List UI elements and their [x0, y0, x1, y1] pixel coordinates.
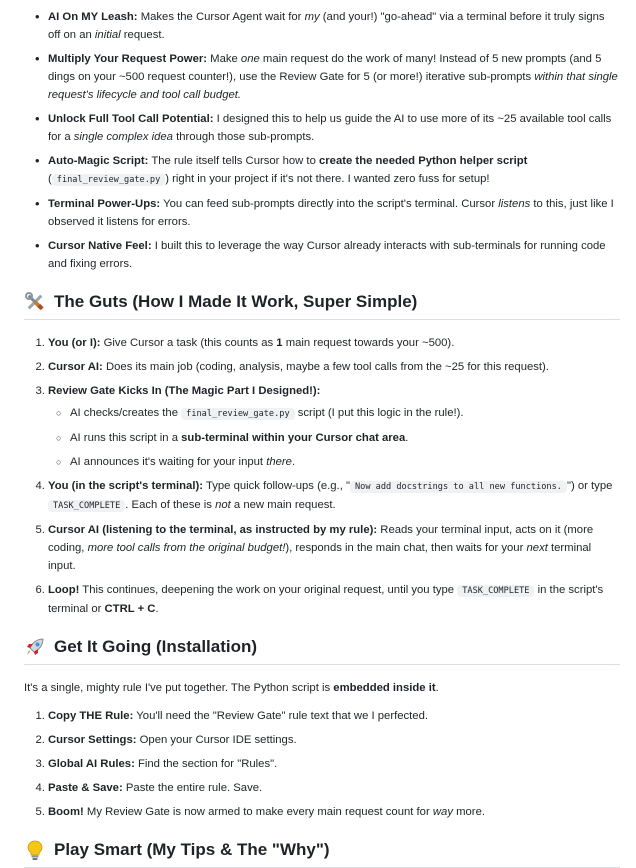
bold-text: Cursor AI (listening to the terminal, as instructed by my rule): [48, 524, 378, 536]
bold-text: embedded inside it [333, 682, 436, 694]
feature-title: Unlock Full Tool Call Potential: [48, 113, 214, 125]
italic-text: way [432, 806, 453, 818]
step-item [48, 707, 620, 725]
feature-item [48, 110, 620, 146]
feature-item [48, 237, 620, 273]
install-intro [24, 679, 620, 697]
italic-text: single complex idea [73, 131, 173, 143]
rocket-icon [24, 636, 46, 658]
text-run: I designed this to help us guide the AI to use more of its ~25 available tool calls for a [48, 113, 612, 143]
feature-list [24, 8, 620, 273]
step-item [48, 803, 620, 821]
text-run: It's a single, mighty rule I've put together. The Python script is [24, 682, 334, 694]
text-run: through those sub-prompts. [172, 131, 315, 143]
text-run: This continues, deepening the work on your original request, until you type [79, 584, 458, 596]
italic-text: listens [498, 198, 531, 210]
italic-text: not [215, 499, 231, 511]
feature-title: AI On MY Leash: [48, 11, 138, 23]
text-run: ), responds in the main chat, then waits for your [285, 542, 527, 554]
text-run: . [435, 682, 439, 694]
step-item [48, 477, 620, 515]
sub-step-list [48, 404, 620, 471]
bold-text: sub-terminal within your Cursor chat area [181, 432, 406, 444]
italic-text: initial [94, 29, 121, 41]
bold-text: 1 [276, 337, 283, 349]
lightbulb-icon [24, 839, 46, 861]
text-run: Makes the Cursor Agent wait for [137, 11, 305, 23]
bold-text: Paste & Save: [48, 782, 123, 794]
text-run: main request towards your ~500). [282, 337, 455, 349]
text-run: The rule itself tells Cursor how to [148, 155, 319, 167]
feature-title: Auto-Magic Script: [48, 155, 149, 167]
sub-step-item [70, 404, 620, 423]
bold-text: You (or I): [48, 337, 101, 349]
step-item [48, 581, 620, 618]
section-heading-install [24, 636, 620, 665]
step-item [48, 521, 620, 575]
guts-step-list [24, 334, 620, 618]
inline-code: final_review_gate.py [181, 408, 294, 420]
bold-text: Copy THE Rule: [48, 710, 134, 722]
italic-text: one [240, 53, 260, 65]
text-run: Type quick follow-ups (e.g., " [203, 480, 350, 492]
text-run: terminal input. [48, 542, 592, 572]
guts-title: The Guts (How I Made It Work, Super Simple) [54, 292, 418, 311]
feature-item [48, 8, 620, 44]
tools-icon [24, 291, 46, 313]
feature-item [48, 152, 620, 189]
bold-text: CTRL + C [104, 603, 156, 615]
text-run: Find the section for "Rules". [134, 758, 278, 770]
text-run: to this, just like I observed it listens for errors. [48, 198, 614, 228]
text-run: Does its main job (coding, analysis, maybe a few tool calls from the ~25 for this request). [102, 361, 549, 373]
inline-code: TASK_COMPLETE [457, 585, 534, 597]
text-run: Paste the entire rule. Save. [122, 782, 263, 794]
tips-title: Play Smart (My Tips & The "Why") [54, 840, 330, 859]
section-heading-tips [24, 839, 620, 868]
text-run: a new main request. [230, 499, 336, 511]
text-run: . [291, 456, 296, 468]
section-heading-guts [24, 291, 620, 320]
text-run: You'll need the "Review Gate" rule text that we I perfected. [133, 710, 429, 722]
italic-text: more tool calls from the original budget! [87, 542, 286, 554]
step-item [48, 334, 620, 352]
text-run: Reads your terminal input, acts on it (more coding, [48, 524, 594, 554]
text-run: You can feed sub-prompts directly into the script's terminal. Cursor [160, 198, 499, 210]
text-run: request. [120, 29, 165, 41]
bold-text: Review Gate Kicks In (The Magic Part I Designed!): [48, 385, 321, 397]
italic-text: next [526, 542, 548, 554]
text-run: . [155, 603, 159, 615]
text-run: (and your!) "go-ahead" via a terminal before it truly signs off on an [48, 11, 605, 41]
inline-code: TASK_COMPLETE [48, 500, 125, 512]
step-item [48, 779, 620, 797]
bold-text: Cursor AI: [48, 361, 103, 373]
text-run: ") or type [566, 480, 613, 492]
feature-item [48, 50, 620, 104]
feature-item [48, 195, 620, 231]
italic-text: my [304, 11, 320, 23]
text-run: ) right in your project if it's not there. I wanted zero fuss for setup! [165, 173, 490, 185]
feature-title: Multiply Your Request Power: [48, 53, 208, 65]
feature-title: Cursor Native Feel: [48, 240, 152, 252]
text-run: . [405, 432, 409, 444]
text-run: Give Cursor a task (this counts as [100, 337, 277, 349]
text-run: ( [48, 173, 52, 185]
install-step-list [24, 707, 620, 821]
text-run: AI checks/creates the [70, 407, 182, 419]
text-run: Make [207, 53, 241, 65]
text-run: in the script's terminal or [48, 584, 604, 615]
italic-text: within that single request's lifecycle and tool call budget. [48, 71, 618, 101]
bold-text: Boom! [48, 806, 84, 818]
text-run: . Each of these is [125, 499, 216, 511]
text-run: main request do the work of many! Instead of 5 new prompts (and 5 dings on your ~500 request counter!), use the Review Gate for 5 (or more!) iterative sub-prompts [48, 53, 602, 83]
bold-text: Cursor Settings: [48, 734, 137, 746]
feature-title: Terminal Power-Ups: [48, 198, 161, 210]
sub-step-item [70, 429, 620, 447]
install-title: Get It Going (Installation) [54, 637, 258, 656]
inline-code: final_review_gate.py [52, 174, 165, 186]
inline-code: Now add docstrings to all new functions. [350, 481, 567, 493]
step-item [48, 755, 620, 773]
text-run: AI announces it's waiting for your input [70, 456, 267, 468]
bold-text: You (in the script's terminal): [48, 480, 204, 492]
text-run: script (I put this logic in the rule!). [294, 407, 464, 419]
step-item [48, 382, 620, 471]
text-run: Open your Cursor IDE settings. [136, 734, 297, 746]
step-item [48, 731, 620, 749]
text-run: more. [452, 806, 485, 818]
text-run: My Review Gate is now armed to make every main request count for [83, 806, 433, 818]
bold-text: create the needed Python helper script [319, 155, 528, 167]
text-run: I built this to leverage the way Cursor already interacts with sub-terminals for running code and fixing errors. [48, 240, 606, 270]
bold-text: Loop! [48, 584, 80, 596]
bold-text: Global AI Rules: [48, 758, 135, 770]
italic-text: there [266, 456, 292, 468]
sub-step-item [70, 453, 620, 471]
step-item [48, 358, 620, 376]
text-run: AI runs this script in a [70, 432, 182, 444]
